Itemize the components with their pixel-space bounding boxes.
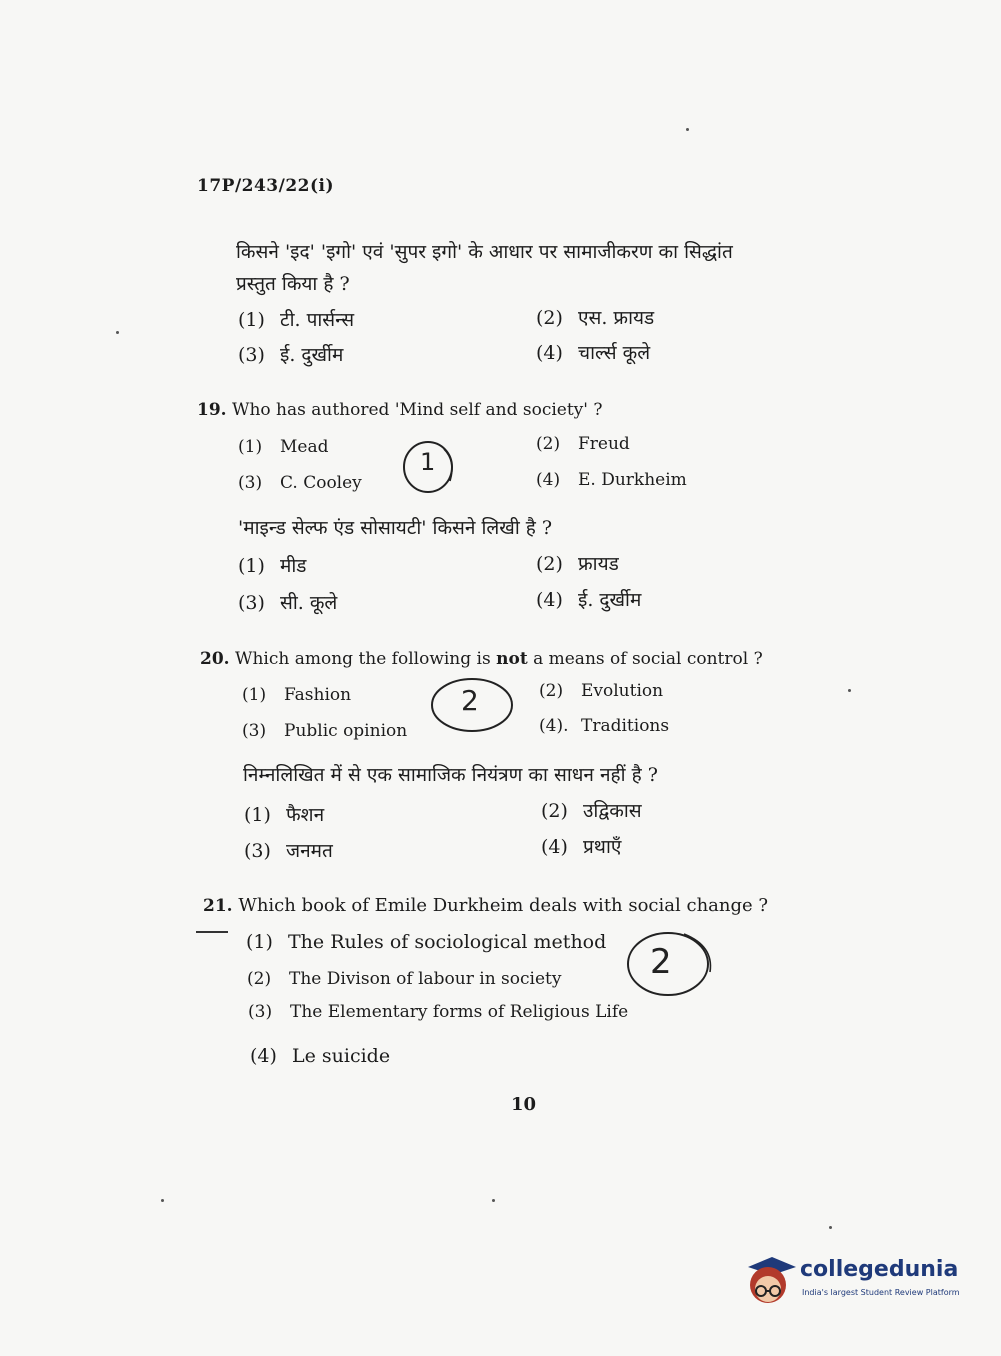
q21-option-1: (1) The Rules of sociological method [246, 931, 607, 953]
q21-answer-circle [624, 928, 720, 998]
q19-hindi-option-2: (2) फ्रायड [536, 553, 619, 575]
q20-hindi-option-1: (1) फैशन [244, 804, 325, 826]
q20-hindi-question: निम्नलिखित में से एक सामाजिक नियंत्रण का साधन नहीं है ? [243, 764, 658, 786]
q18-option-2: (2) एस. फ्रायड [536, 307, 655, 329]
q21-option-4: (4) Le suicide [250, 1045, 391, 1067]
q19-option-3: (3) C. Cooley [238, 473, 362, 493]
q19-option-2: (2) Freud [536, 434, 630, 454]
scan-speck [116, 331, 119, 334]
q20-hindi-option-4: (4) प्रथाएँ [541, 836, 622, 858]
paper-code: 17P/243/22(i) [197, 176, 335, 196]
page-number: 10 [511, 1094, 537, 1115]
tick-dash [196, 931, 228, 933]
q18-option-4: (4) चार्ल्स कूले [536, 342, 651, 364]
scan-speck [492, 1199, 495, 1202]
q19-hindi-option-4: (4) ई. दुर्खीम [536, 589, 642, 611]
q21-question: 21. Which book of Emile Durkheim deals with social change ? [203, 895, 769, 916]
logo-name: collegedunia [800, 1257, 959, 1282]
q20-option-3: (3) Public opinion [242, 721, 408, 741]
q21-option-3: (3) The Elementary forms of Religious Life [248, 1002, 629, 1022]
q19-hindi-option-3: (3) सी. कूले [238, 592, 338, 614]
q19-answer-mark: 1 [420, 448, 436, 476]
q19-option-1: (1) Mead [238, 437, 329, 457]
collegedunia-logo [742, 1253, 972, 1313]
q21-option-2: (2) The Divison of labour in society [247, 969, 562, 989]
q19-option-4: (4) E. Durkheim [536, 470, 687, 490]
q18-option-1: (1) टी. पार्सन्स [238, 309, 355, 331]
q20-option-4: (4). Traditions [539, 716, 670, 736]
q19-hindi-question: 'माइन्ड सेल्फ एंड सोसायटी' किसने लिखी है ? [238, 517, 553, 539]
q20-option-2: (2) Evolution [539, 681, 664, 701]
q20-option-1: (1) Fashion [242, 685, 352, 705]
q21-answer-mark: 2 [650, 942, 672, 982]
q18-hindi-line1: किसने 'इद' 'इगो' एवं 'सुपर इगो' के आधार पर सामाजीकरण का सिद्धांत [236, 241, 733, 263]
q20-answer-mark: 2 [461, 684, 479, 717]
mascot-icon [742, 1253, 800, 1313]
q18-hindi-line2: प्रस्तुत किया है ? [236, 273, 350, 295]
q20-hindi-option-3: (3) जनमत [244, 840, 333, 862]
q20-hindi-option-2: (2) उद्विकास [541, 800, 642, 822]
q19-hindi-option-1: (1) मीड [238, 555, 307, 577]
scan-speck [686, 128, 689, 131]
scan-speck [829, 1226, 832, 1229]
scan-speck [848, 689, 851, 692]
logo-tagline: India's largest Student Review Platform [802, 1288, 960, 1297]
scan-speck [161, 1199, 164, 1202]
q18-option-3: (3) ई. दुर्खीम [238, 344, 344, 366]
q20-question: 20. Which among the following is not a means of social control ? [200, 649, 763, 669]
q19-question: 19. Who has authored 'Mind self and society' ? [197, 400, 603, 420]
